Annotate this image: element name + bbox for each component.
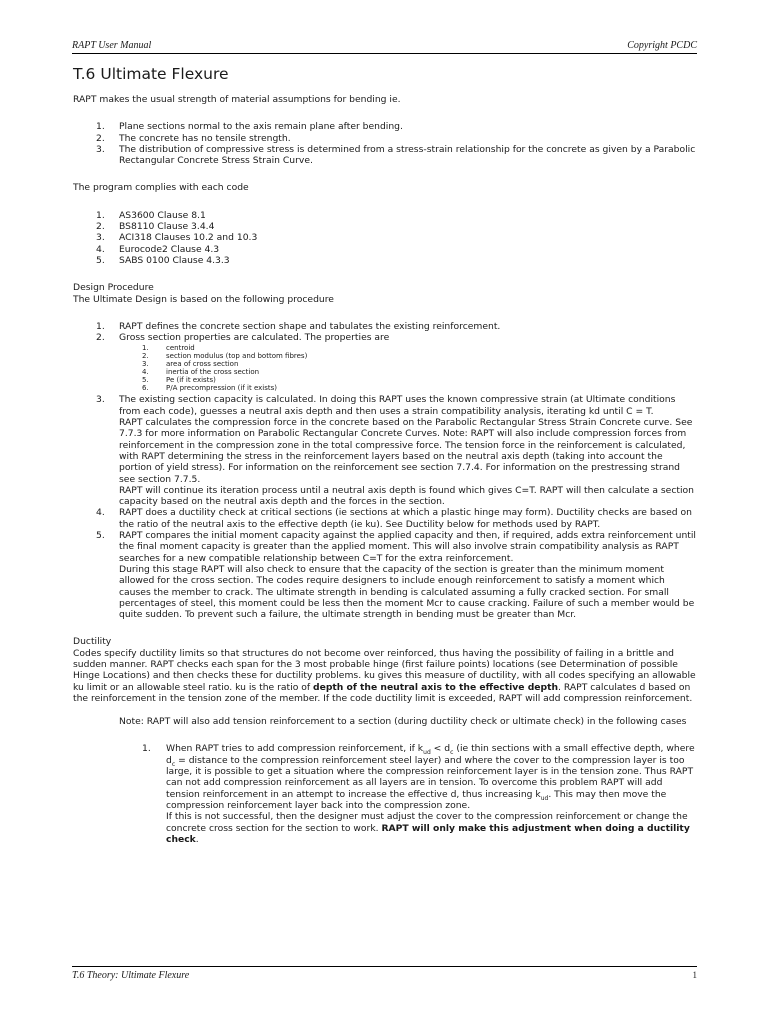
list-item: 3. area of cross section <box>142 360 239 369</box>
list-item: 6. P/A precompression (if it exists) <box>142 384 277 393</box>
ductility-cases <box>73 743 698 845</box>
list-item: 3. The existing section capacity is calculated. In doing this RAPT uses the known compressive strain (at Ultimate conditions from each code), guesses a neutral axis depth and then uses a strain compatibility analysis, iterating kd until C = T. RAPT calculates the compression force in the concrete based on the Parabolic Rectangular Stress Strain Concrete curve. See 7.7.3 for more information on Parabolic Rectangular Concrete Curves. Note: RAPT will also include compression forces from reinforcement in the compression zone in the total compressive force. The tension force in the reinforcement is calculated, with RAPT determining the stress in the reinforcement layers based on the neutral axis depth (taking into account the portion of yield stress). For information on the reinforcement see section 7.7.4. For information on the prestressing strand see section 7.7.5. RAPT will continue its iteration process until a neutral axis depth is found which gives C=T. RAPT will then calculate a section capacity based on the neutral axis depth and the forces in the section. <box>96 394 694 508</box>
properties-list <box>73 344 698 392</box>
assumptions-list <box>73 121 698 166</box>
list-item: 2. The concrete has no tensile strength. <box>96 132 291 144</box>
page-title: T.6 Ultimate Flexure <box>73 65 229 83</box>
list-item: 1. centroid <box>142 344 195 353</box>
design-heading: Design Procedure <box>73 282 154 294</box>
ductility-heading: Ductility <box>73 636 112 648</box>
page-number: 1 <box>692 970 697 980</box>
list-item: 3. ACI318 Clauses 10.2 and 10.3 <box>96 232 258 244</box>
header-left: RAPT User Manual <box>72 40 152 51</box>
header-right: Copyright PCDC <box>627 40 697 51</box>
intro-text: RAPT makes the usual strength of material assumptions for bending ie. <box>73 94 401 105</box>
list-item: 5. RAPT compares the initial moment capacity against the applied capacity and then, if required, adds extra reinforcement until the final moment capacity is greater than the applied moment. This will also involve strain compatibility analysis as RAPT searches for a new compatible relationship between C=T for the extra reinforcement. During this stage RAPT will also check to ensure that the capacity of the section is greater than the minimum moment allowed for the cross section. The codes require designers to include enough reinforcement to satisfy a moment which causes the member to crack. The ultimate strength in bending is calculated assuming a fully cracked section. For small percentages of steel, this moment could be less then the moment Mcr to cause cracking. Failure of such a member would be quite sudden. To prevent such a failure, the ultimate strength in bending must be greater than Mcr. <box>96 530 696 621</box>
list-item: 2. section modulus (top and bottom fibres) <box>142 352 308 361</box>
list-item: 5. Pe (if it exists) <box>142 376 216 385</box>
list-item: 1. RAPT defines the concrete section shape and tabulates the existing reinforcement. <box>96 320 501 332</box>
list-item: 1. AS3600 Clause 8.1 <box>96 209 206 221</box>
ductility-text: Codes specify ductility limits so that structures do not become over reinforced, thus having the possibility of failing in a brittle and sudden manner. RAPT checks each span for the 3 most probable hinge (first failure points) locations (see Determination of possible Hinge Locations) and then checks these for ductility problems. ku gives this measure of ductility, with all codes specifying an allowable ku limit or an allowable steel ratio. ku is the ratio of depth of the neutral axis to the effective depth. RAPT calculates d based on the reinforcement in the tension zone of the member. If the code ductility limit is exceeded, RAPT will add compression reinforcement. <box>73 647 696 704</box>
design-intro: The Ultimate Design is based on the following procedure <box>73 293 334 305</box>
list-item: 5. SABS 0100 Clause 4.3.3 <box>96 254 230 266</box>
procedure-list <box>73 321 698 621</box>
codes-intro: The program complies with each code <box>73 182 249 194</box>
page-body <box>73 62 698 845</box>
list-item: 4. RAPT does a ductility check at critical sections (ie sections at which a plastic hinge may form). Ductility checks are based on the ratio of the neutral axis to the effective depth (ie ku). See Ductility below for methods used by RAPT. <box>96 507 692 530</box>
list-item: 1. When RAPT tries to add compression reinforcement, if $k_{ud} < d_c$ (ie thin sections with a small effective depth, where $d_c$ = distance to the compression reinforcement steel layer) and where the cover to the compression layer is too large, it is possible to get a situation where the compression reinforcement layer is in the tension zone. Thus RAPT can not add compression reinforcement as all layers are in tension. To overcome this problem RAPT will add tension reinforcement in an attempt to increase the effective d, thus increasing $k_{ud}$. This may then move the compression reinforcement layer back into the compression zone. If this is not successful, then the designer must adjust the cover to the compression reinforcement or change the concrete cross section for the section to work. RAPT will only make this adjustment when doing a ductility check. <box>142 743 695 845</box>
list-item: 4. Eurocode2 Clause 4.3 <box>96 243 220 255</box>
page-header <box>72 40 697 54</box>
codes-list <box>73 210 698 266</box>
list-item: 4. inertia of the cross section <box>142 368 260 377</box>
list-item: 2. BS8110 Clause 3.4.4 <box>96 221 215 233</box>
page-footer <box>72 966 697 981</box>
footer-title: T.6 Theory: Ultimate Flexure <box>72 970 190 981</box>
list-item: 1. Plane sections normal to the axis remain plane after bending. <box>96 121 403 133</box>
list-item: 3. The distribution of compressive stress is determined from a stress-strain relationship for the concrete as given by a Parabolic Rectangular Concrete Stress Strain Curve. <box>96 143 696 167</box>
ductility-note: Note: RAPT will also add tension reinforcement to a section (during ductility check or ultimate check) in the following cases <box>119 716 687 728</box>
list-item: 2. Gross section properties are calculated. The properties are 1. centroid 2. section modulus (top and bottom fibres) 3. area of cross section 4. inertia of the cross section 5. Pe (if it exists) 6. P/A precompression (if it exists) <box>73 332 698 392</box>
